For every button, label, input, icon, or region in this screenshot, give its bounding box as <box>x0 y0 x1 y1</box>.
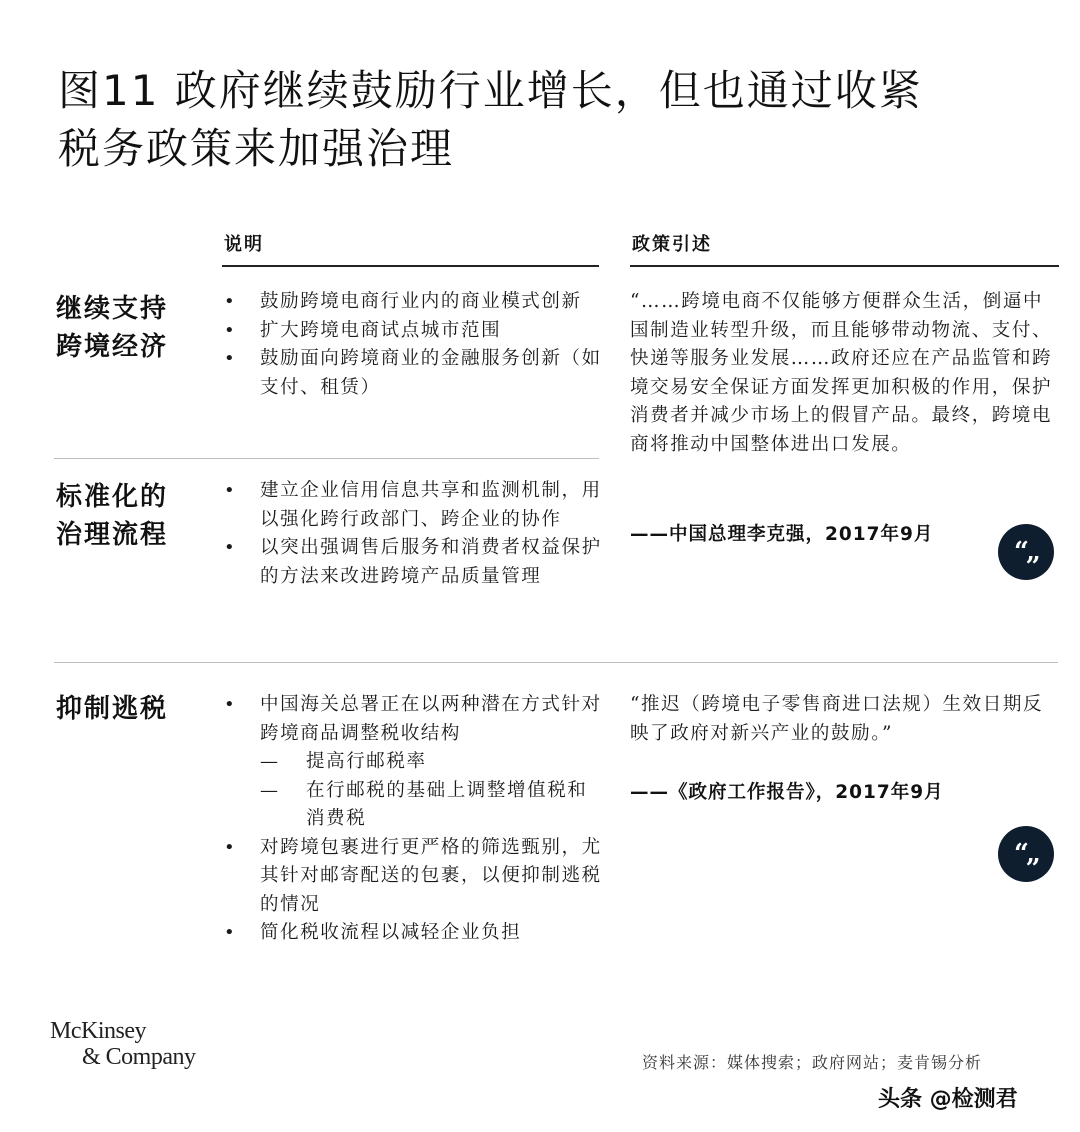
row-divider <box>54 662 1058 663</box>
source-note: 资料来源：媒体搜索；政府网站；麦肯锡分析 <box>642 1053 983 1072</box>
list-item: • 对跨境包裹进行更严格的筛选甄别，尤其针对邮寄配送的包裹，以便抑制逃税的情况 <box>222 834 602 920</box>
row-divider <box>54 458 599 459</box>
list-item: • 简化税收流程以减轻企业负担 <box>222 919 602 948</box>
row-bullets-tax <box>222 691 602 948</box>
sub-list-item: — 在行邮税的基础上调整增值税和消费税 <box>260 777 602 834</box>
title-line-1: 图11 政府继续鼓励行业增长，但也通过收紧 <box>58 66 923 115</box>
column-header-description: 说明 <box>224 234 264 255</box>
column-rule-description <box>222 265 599 267</box>
policy-quote-premier: “……跨境电商不仅能够方便群众生活，倒逼中国制造业转型升级，而且能够带动物流、支付、快递等服务业发展……政府还应在产品监管和跨境交易安全保证方面发挥更加积极的作用，保护消费者并减少市场上的假冒产品。最终，跨境电商将推动中国整体进出口发展。 <box>630 291 1053 455</box>
list-item: • 中国海关总署正在以两种潜在方式针对跨境商品调整税收结构 — 提高行邮税率 — 在行邮税的基础上调整增值税和消费税 <box>222 691 602 834</box>
list-item: • 建立企业信用信息共享和监测机制，用以强化跨行政部门、跨企业的协作 <box>222 477 602 534</box>
row-label-tax: 抑制逃税 <box>56 694 169 724</box>
list-item: • 以突出强调售后服务和消费者权益保护的方法来改进跨境产品质量管理 <box>222 534 602 591</box>
quote-icon: “„ <box>998 826 1054 882</box>
sub-list <box>260 748 602 834</box>
quote-icon: “„ <box>998 524 1054 580</box>
title-line-2: 税务政策来加强治理 <box>58 124 455 173</box>
quote-attribution-report: ——《政府工作报告》，2017年9月 <box>630 782 944 803</box>
row-label-governance: 标准化的 治理流程 <box>56 482 169 550</box>
list-item: • 鼓励跨境电商行业内的商业模式创新 <box>222 288 602 317</box>
sub-list-item: — 提高行邮税率 <box>260 748 602 777</box>
column-rule-policy <box>630 265 1059 267</box>
column-header-policy: 政策引述 <box>632 234 712 255</box>
policy-quote-report: “推迟（跨境电子零售商进口法规）生效日期反映了政府对新兴产业的鼓励。” <box>630 694 1044 744</box>
quote-attribution-premier: ——中国总理李克强，2017年9月 <box>630 524 934 545</box>
watermark: 头条 @检测君 <box>878 1087 1018 1112</box>
mckinsey-logo: McKinsey & Company <box>50 1018 196 1070</box>
list-item: • 鼓励面向跨境商业的金融服务创新（如支付、租赁） <box>222 345 602 402</box>
row-bullets-governance <box>222 477 602 591</box>
page-title <box>58 62 1038 178</box>
row-label-support: 继续支持 跨境经济 <box>56 294 169 362</box>
list-item: • 扩大跨境电商试点城市范围 <box>222 317 602 346</box>
row-bullets-support <box>222 288 602 402</box>
